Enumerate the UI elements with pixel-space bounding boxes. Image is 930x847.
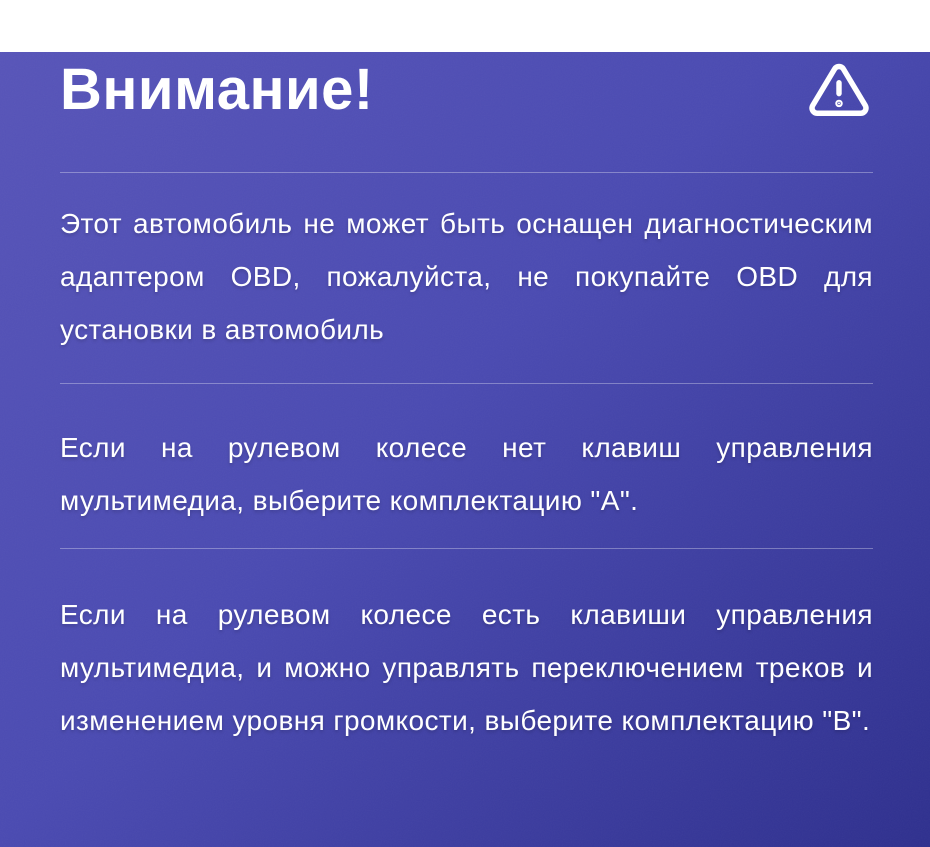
warning-paragraph-trim-a: Если на рулевом колесе нет клавиш управления мультимедиа, выберите комплектацию "А". [60, 432, 873, 516]
divider [60, 383, 873, 384]
divider [60, 548, 873, 549]
divider [60, 172, 873, 173]
alert-triangle-icon [807, 59, 871, 121]
warning-card [0, 52, 930, 847]
page-title: Внимание! [60, 57, 374, 122]
warning-paragraph-trim-b: Если на рулевом колесе есть клавиши управления мультимедиа, и можно управлять переключением треков и изменением уровня громкости, выберите комплектацию "В". [60, 599, 873, 736]
header [60, 52, 873, 128]
warning-paragraph-obd: Этот автомобиль не может быть оснащен диагностическим адаптером OBD, пожалуйста, не покупайте OBD для установки в автомобиль [60, 208, 873, 345]
